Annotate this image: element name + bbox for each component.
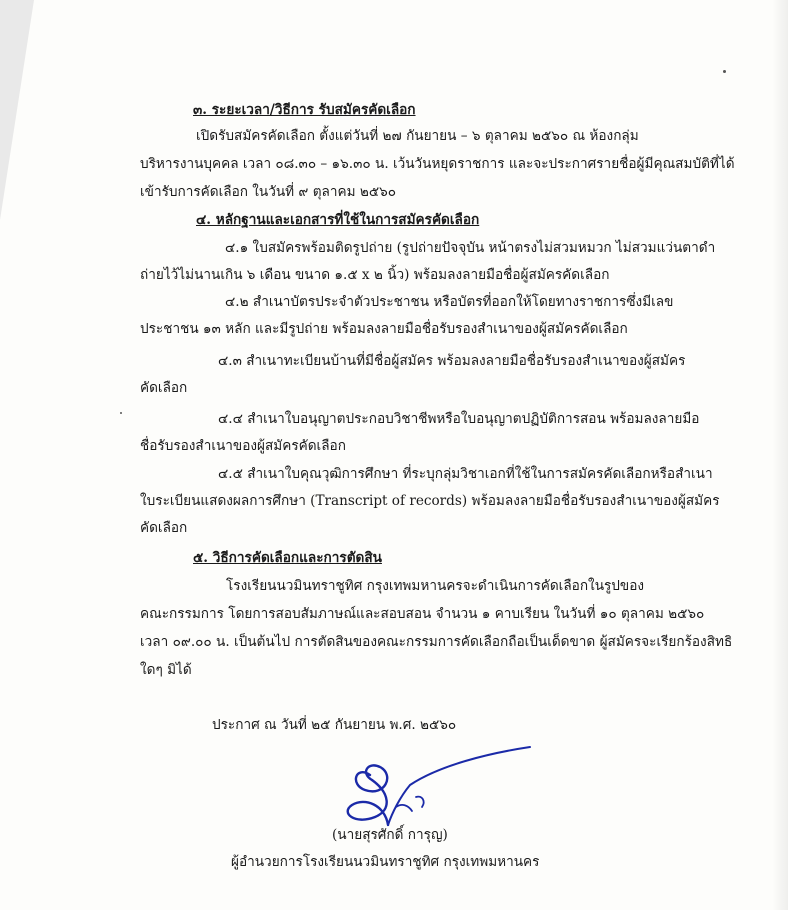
section3-line: เข้ารับการคัดเลือก ในวันที่ ๙ ตุลาคม ๒๕๖๐ <box>140 184 397 200</box>
announcement-date: ประกาศ ณ วันที่ ๒๕ กันยายน พ.ศ. ๒๕๖๐ <box>212 717 457 733</box>
section5-heading: ๕. วิธีการคัดเลือกและการตัดสิน <box>193 550 382 566</box>
section5-line: เวลา ๐๙.๐๐ น. เป็นต้นไป การตัดสินของคณะกรรมการคัดเลือกถือเป็นเด็ดขาด ผู้สมัครจะเรียกร้องสิทธิ <box>140 634 733 650</box>
item-4-4-line: ชื่อรับรองสำเนาของผู้สมัครคัดเลือก <box>140 438 346 454</box>
signer-title: ผู้อำนวยการโรงเรียนนวมินทราชูทิศ กรุงเทพมหานคร <box>231 854 540 870</box>
item-4-2-line: ๔.๒ สำเนาบัตรประจำตัวประชาชน หรือบัตรที่ออกให้โดยทางราชการซึ่งมีเลข <box>225 294 674 310</box>
section3-heading: ๓. ระยะเวลา/วิธีการ รับสมัครคัดเลือก <box>193 102 416 118</box>
item-4-1-line: ถ่ายไว้ไม่นานเกิน ๖ เดือน ขนาด ๑.๕ x ๒ นิ้ว) พร้อมลงลายมือชื่อผู้สมัครคัดเลือก <box>140 267 610 283</box>
section4-heading: ๔. หลักฐานและเอกสารที่ใช้ในการสมัครคัดเลือก <box>196 212 480 228</box>
section5-line: ใดๆ มิได้ <box>140 662 192 678</box>
item-4-3-line: ๔.๓ สำเนาทะเบียนบ้านที่มีชื่อผู้สมัคร พร้อมลงลายมือชื่อรับรองสำเนาของผู้สมัคร <box>218 353 686 369</box>
section3-line: บริหารงานบุคคล เวลา ๐๘.๓๐ – ๑๖.๓๐ น. เว้นวันหยุดราชการ และจะประกาศรายชื่อผู้มีคุณสมบัติที่ได้ <box>140 156 735 172</box>
item-4-5-line: คัดเลือก <box>140 520 188 536</box>
item-4-2-line: ประชาชน ๑๓ หลัก และมีรูปถ่าย พร้อมลงลายมือชื่อรับรองสำเนาของผู้สมัครคัดเลือก <box>140 321 628 337</box>
item-4-5-line: ๔.๕ สำเนาใบคุณวุฒิการศึกษา ที่ระบุกลุ่มวิชาเอกที่ใช้ในการสมัครคัดเลือกหรือสำเนา <box>218 466 713 482</box>
section3-line: เปิดรับสมัครคัดเลือก ตั้งแต่วันที่ ๒๗ กันยายน – ๖ ตุลาคม ๒๕๖๐ ณ ห้องกลุ่ม <box>196 128 639 144</box>
item-4-1-line: ๔.๑ ใบสมัครพร้อมติดรูปถ่าย (รูปถ่ายปัจจุบัน หน้าตรงไม่สวมหมวก ไม่สวมแว่นตาดำ <box>225 240 716 256</box>
section5-line: คณะกรรมการ โดยการสอบสัมภาษณ์และสอบสอน จำนวน ๑ คาบเรียน ในวันที่ ๑๐ ตุลาคม ๒๕๖๐ <box>140 606 705 622</box>
item-4-3-line: คัดเลือก <box>140 380 188 396</box>
scan-corner-shadow <box>0 0 34 220</box>
scan-edge-shadow <box>772 0 788 910</box>
signer-name: (นายสุรศักดิ์ การุญ) <box>332 827 448 843</box>
item-4-4-line: ๔.๔ สำเนาใบอนุญาตประกอบวิชาชีพหรือใบอนุญาตปฏิบัติการสอน พร้อมลงลายมือ <box>218 411 700 427</box>
item-4-5-line: ใบระเบียนแสดงผลการศึกษา (Transcript of records) พร้อมลงลายมือชื่อรับรองสำเนาของผู้สมัคร <box>140 493 720 509</box>
section5-line: โรงเรียนนวมินทราชูทิศ กรุงเทพมหานครจะดำเนินการคัดเลือกในรูปของ <box>226 578 645 594</box>
scan-speck <box>120 412 122 414</box>
scan-speck <box>723 70 726 73</box>
